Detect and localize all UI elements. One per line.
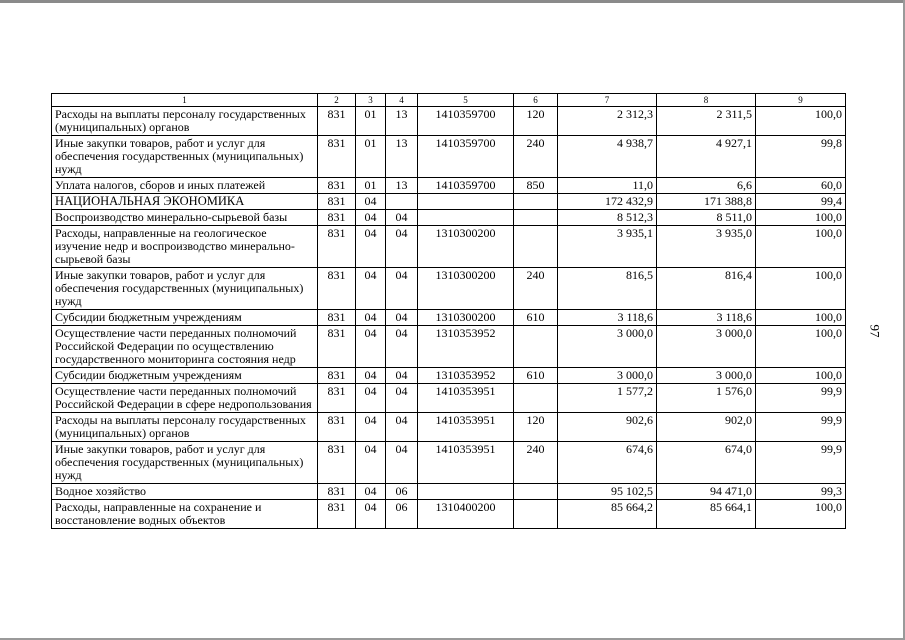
table-row xyxy=(52,484,846,500)
col-7-cell: 3 118,6 xyxy=(558,310,657,326)
col-6-cell xyxy=(514,500,558,529)
col-5-cell: 1410353951 xyxy=(418,442,514,484)
table-row xyxy=(52,326,846,368)
col-8-cell: 816,4 xyxy=(657,268,756,310)
col-8-cell: 3 935,0 xyxy=(657,226,756,268)
col-9-cell: 100,0 xyxy=(756,226,846,268)
col-2-cell: 831 xyxy=(318,326,356,368)
line-item-name: Водное хозяйство xyxy=(52,484,318,500)
col-8-cell: 674,0 xyxy=(657,442,756,484)
col-5-cell: 1410353951 xyxy=(418,413,514,442)
col-8-cell: 3 118,6 xyxy=(657,310,756,326)
header-cell: 3 xyxy=(356,94,386,107)
col-3-cell: 01 xyxy=(356,178,386,194)
col-9-cell: 99,9 xyxy=(756,384,846,413)
col-6-cell xyxy=(514,210,558,226)
col-3-cell: 04 xyxy=(356,194,386,210)
col-2-cell: 831 xyxy=(318,107,356,136)
col-7-cell: 95 102,5 xyxy=(558,484,657,500)
col-9-cell: 99,4 xyxy=(756,194,846,210)
table-row xyxy=(52,268,846,310)
col-2-cell: 831 xyxy=(318,268,356,310)
col-2-cell: 831 xyxy=(318,384,356,413)
col-7-cell: 674,6 xyxy=(558,442,657,484)
table-row xyxy=(52,442,846,484)
line-item-name: Расходы на выплаты персоналу государственных (муниципальных) органов xyxy=(52,413,318,442)
line-item-name: Воспроизводство минерально-сырьевой базы xyxy=(52,210,318,226)
col-5-cell: 1310300200 xyxy=(418,226,514,268)
line-item-name: Осуществление части переданных полномочий Российской Федерации по осуществлению государственного мониторинга состояния недр xyxy=(52,326,318,368)
table-row xyxy=(52,384,846,413)
col-3-cell: 04 xyxy=(356,500,386,529)
table-header-row xyxy=(52,94,846,107)
col-6-cell xyxy=(514,484,558,500)
col-3-cell: 01 xyxy=(356,107,386,136)
col-4-cell: 04 xyxy=(386,210,418,226)
col-5-cell: 1410359700 xyxy=(418,107,514,136)
col-5-cell: 1310400200 xyxy=(418,500,514,529)
line-item-name: Расходы на выплаты персоналу государственных (муниципальных) органов xyxy=(52,107,318,136)
col-5-cell xyxy=(418,484,514,500)
col-9-cell: 60,0 xyxy=(756,178,846,194)
col-3-cell: 04 xyxy=(356,210,386,226)
table-row xyxy=(52,413,846,442)
col-3-cell: 04 xyxy=(356,384,386,413)
col-2-cell: 831 xyxy=(318,500,356,529)
col-4-cell: 04 xyxy=(386,326,418,368)
col-7-cell: 3 935,1 xyxy=(558,226,657,268)
col-8-cell: 4 927,1 xyxy=(657,136,756,178)
line-item-name: Иные закупки товаров, работ и услуг для обеспечения государственных (муниципальных) нужд xyxy=(52,442,318,484)
table-row xyxy=(52,178,846,194)
col-4-cell: 06 xyxy=(386,484,418,500)
col-2-cell: 831 xyxy=(318,226,356,268)
col-3-cell: 01 xyxy=(356,136,386,178)
col-9-cell: 100,0 xyxy=(756,210,846,226)
col-5-cell: 1410353951 xyxy=(418,384,514,413)
line-item-name: Расходы, направленные на сохранение и восстановление водных объектов xyxy=(52,500,318,529)
col-4-cell: 06 xyxy=(386,500,418,529)
col-8-cell: 1 576,0 xyxy=(657,384,756,413)
col-7-cell: 902,6 xyxy=(558,413,657,442)
col-4-cell: 13 xyxy=(386,107,418,136)
col-8-cell: 3 000,0 xyxy=(657,326,756,368)
col-2-cell: 831 xyxy=(318,413,356,442)
col-2-cell: 831 xyxy=(318,442,356,484)
col-2-cell: 831 xyxy=(318,178,356,194)
col-6-cell xyxy=(514,326,558,368)
col-3-cell: 04 xyxy=(356,310,386,326)
header-cell: 6 xyxy=(514,94,558,107)
col-9-cell: 100,0 xyxy=(756,268,846,310)
col-8-cell: 8 511,0 xyxy=(657,210,756,226)
table-row xyxy=(52,136,846,178)
col-7-cell: 11,0 xyxy=(558,178,657,194)
col-9-cell: 100,0 xyxy=(756,310,846,326)
col-2-cell: 831 xyxy=(318,210,356,226)
col-4-cell: 13 xyxy=(386,178,418,194)
col-9-cell: 99,9 xyxy=(756,413,846,442)
col-7-cell: 8 512,3 xyxy=(558,210,657,226)
header-cell: 2 xyxy=(318,94,356,107)
col-8-cell: 3 000,0 xyxy=(657,368,756,384)
col-7-cell: 3 000,0 xyxy=(558,368,657,384)
col-6-cell xyxy=(514,384,558,413)
col-2-cell: 831 xyxy=(318,484,356,500)
col-3-cell: 04 xyxy=(356,413,386,442)
table-body xyxy=(52,94,846,529)
col-8-cell: 2 311,5 xyxy=(657,107,756,136)
col-3-cell: 04 xyxy=(356,326,386,368)
col-3-cell: 04 xyxy=(356,268,386,310)
col-4-cell: 04 xyxy=(386,226,418,268)
col-9-cell: 99,9 xyxy=(756,442,846,484)
header-cell: 7 xyxy=(558,94,657,107)
line-item-name: Субсидии бюджетным учреждениям xyxy=(52,368,318,384)
header-cell: 5 xyxy=(418,94,514,107)
col-4-cell: 04 xyxy=(386,413,418,442)
header-cell: 9 xyxy=(756,94,846,107)
line-item-name: Уплата налогов, сборов и иных платежей xyxy=(52,178,318,194)
col-6-cell: 240 xyxy=(514,136,558,178)
line-item-name: Иные закупки товаров, работ и услуг для обеспечения государственных (муниципальных) нужд xyxy=(52,268,318,310)
col-3-cell: 04 xyxy=(356,368,386,384)
col-2-cell: 831 xyxy=(318,194,356,210)
col-2-cell: 831 xyxy=(318,368,356,384)
header-cell: 4 xyxy=(386,94,418,107)
col-9-cell: 99,3 xyxy=(756,484,846,500)
table-row xyxy=(52,226,846,268)
table-row xyxy=(52,500,846,529)
col-6-cell xyxy=(514,194,558,210)
col-9-cell: 100,0 xyxy=(756,326,846,368)
table-row xyxy=(52,107,846,136)
col-9-cell: 99,8 xyxy=(756,136,846,178)
header-cell: 8 xyxy=(657,94,756,107)
col-4-cell xyxy=(386,194,418,210)
col-5-cell: 1310353952 xyxy=(418,326,514,368)
col-5-cell: 1310300200 xyxy=(418,310,514,326)
col-2-cell: 831 xyxy=(318,310,356,326)
col-4-cell: 04 xyxy=(386,268,418,310)
page-number: 97 xyxy=(867,324,883,338)
col-8-cell: 6,6 xyxy=(657,178,756,194)
budget-table xyxy=(51,93,846,529)
header-cell: 1 xyxy=(52,94,318,107)
col-8-cell: 94 471,0 xyxy=(657,484,756,500)
col-6-cell: 120 xyxy=(514,413,558,442)
col-4-cell: 13 xyxy=(386,136,418,178)
table-row xyxy=(52,368,846,384)
col-5-cell xyxy=(418,210,514,226)
col-7-cell: 3 000,0 xyxy=(558,326,657,368)
col-6-cell: 850 xyxy=(514,178,558,194)
col-4-cell: 04 xyxy=(386,310,418,326)
col-7-cell: 172 432,9 xyxy=(558,194,657,210)
col-5-cell: 1410359700 xyxy=(418,136,514,178)
col-9-cell: 100,0 xyxy=(756,368,846,384)
col-6-cell: 120 xyxy=(514,107,558,136)
col-4-cell: 04 xyxy=(386,442,418,484)
col-6-cell: 240 xyxy=(514,442,558,484)
col-9-cell: 100,0 xyxy=(756,107,846,136)
col-4-cell: 04 xyxy=(386,384,418,413)
scan-edge-top xyxy=(0,0,905,3)
col-6-cell xyxy=(514,226,558,268)
col-3-cell: 04 xyxy=(356,484,386,500)
col-8-cell: 85 664,1 xyxy=(657,500,756,529)
col-7-cell: 1 577,2 xyxy=(558,384,657,413)
line-item-name: Субсидии бюджетным учреждениям xyxy=(52,310,318,326)
col-5-cell: 1310353952 xyxy=(418,368,514,384)
line-item-name: Осуществление части переданных полномочий Российской Федерации в сфере недропользования xyxy=(52,384,318,413)
line-item-name: Иные закупки товаров, работ и услуг для обеспечения государственных (муниципальных) нужд xyxy=(52,136,318,178)
col-7-cell: 2 312,3 xyxy=(558,107,657,136)
col-3-cell: 04 xyxy=(356,226,386,268)
table-row xyxy=(52,210,846,226)
col-8-cell: 902,0 xyxy=(657,413,756,442)
col-2-cell: 831 xyxy=(318,136,356,178)
col-9-cell: 100,0 xyxy=(756,500,846,529)
col-5-cell xyxy=(418,194,514,210)
col-7-cell: 85 664,2 xyxy=(558,500,657,529)
col-5-cell: 1310300200 xyxy=(418,268,514,310)
table-row xyxy=(52,310,846,326)
col-7-cell: 816,5 xyxy=(558,268,657,310)
col-8-cell: 171 388,8 xyxy=(657,194,756,210)
col-7-cell: 4 938,7 xyxy=(558,136,657,178)
col-4-cell: 04 xyxy=(386,368,418,384)
col-3-cell: 04 xyxy=(356,442,386,484)
col-6-cell: 240 xyxy=(514,268,558,310)
col-6-cell: 610 xyxy=(514,368,558,384)
line-item-name: НАЦИОНАЛЬНАЯ ЭКОНОМИКА xyxy=(52,194,318,210)
table-row xyxy=(52,194,846,210)
col-5-cell: 1410359700 xyxy=(418,178,514,194)
col-6-cell: 610 xyxy=(514,310,558,326)
line-item-name: Расходы, направленные на геологическое изучение недр и воспроизводство минерально-сырьевой базы xyxy=(52,226,318,268)
